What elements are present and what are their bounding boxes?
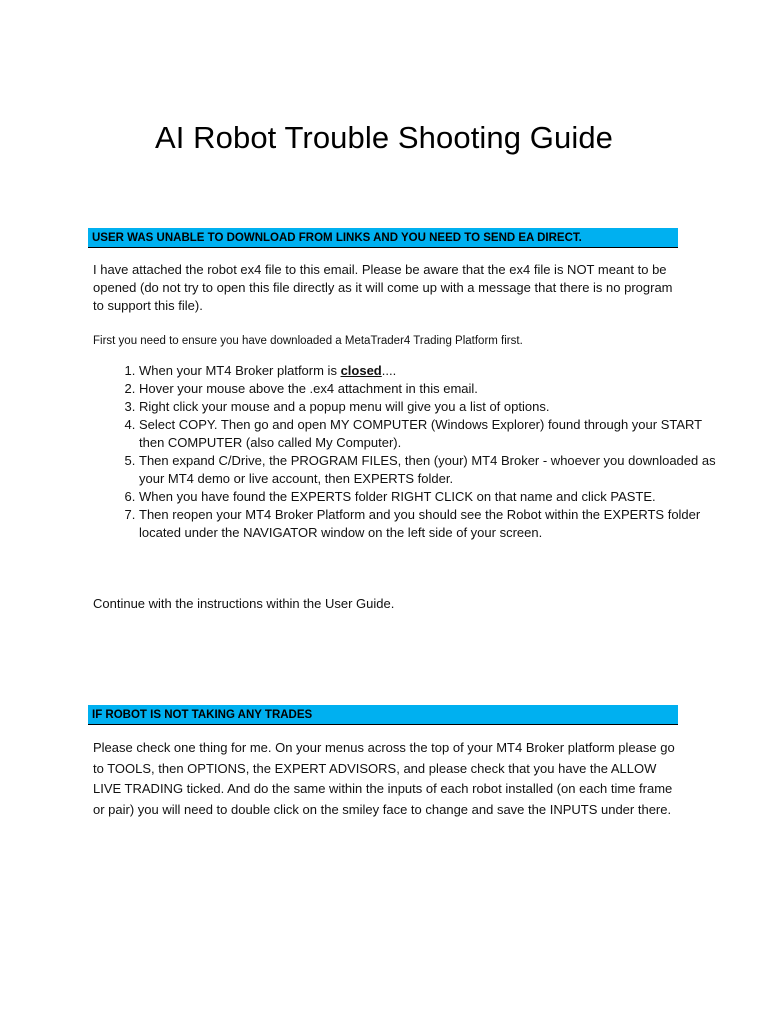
step-item: 3. Right click your mouse and a popup menu will give you a list of options. xyxy=(139,398,719,416)
section-heading-download: USER WAS UNABLE TO DOWNLOAD FROM LINKS AND YOU NEED TO SEND EA DIRECT. xyxy=(88,228,678,248)
step-text: When your MT4 Broker platform is xyxy=(139,363,341,378)
closed-emphasis: closed xyxy=(340,363,382,378)
intro-paragraph: I have attached the robot ex4 file to this email. Please be aware that the ex4 file is NOT meant to be opened (do not try to open this file directly as it will come up with a message that there is no program to support this file). xyxy=(93,262,673,313)
step-item: 2. Hover your mouse above the .ex4 attachment in this email. xyxy=(139,380,719,398)
section-heading-no-trades: IF ROBOT IS NOT TAKING ANY TRADES xyxy=(88,705,678,725)
step-item: 6. When you have found the EXPERTS folder RIGHT CLICK on that name and click PASTE. xyxy=(139,488,719,506)
prerequisite-note: First you need to ensure you have downloaded a MetaTrader4 Trading Platform first. xyxy=(93,335,523,347)
document-title: AI Robot Trouble Shooting Guide xyxy=(154,120,614,155)
step-text-suffix: .... xyxy=(381,363,397,378)
install-steps-list xyxy=(92,362,719,542)
step-item: 4. Select COPY. Then go and open MY COMPUTER (Windows Explorer) found through your START then COMPUTER (also called My Computer). xyxy=(139,416,719,452)
no-trades-paragraph: Please check one thing for me. On your menus across the top of your MT4 Broker platform please go to TOOLS, then OPTIONS, the EXPERT ADVISORS, and please check that you have the ALLOW LIVE TRADING ticked. And do the same within the inputs of each robot installed (on each time frame or pair) you will need to double click on the smiley face to change and save the INPUTS under there. xyxy=(93,740,675,817)
step-item: 5. Then expand C/Drive, the PROGRAM FILES, then (your) MT4 Broker - whoever you downloaded as your MT4 demo or live account, then EXPERTS folder. xyxy=(139,452,719,488)
closing-paragraph: Continue with the instructions within the User Guide. xyxy=(93,596,395,611)
step-item xyxy=(139,362,719,380)
step-item: 7. Then reopen your MT4 Broker Platform and you should see the Robot within the EXPERTS folder located under the NAVIGATOR window on the left side of your screen. xyxy=(139,506,719,542)
